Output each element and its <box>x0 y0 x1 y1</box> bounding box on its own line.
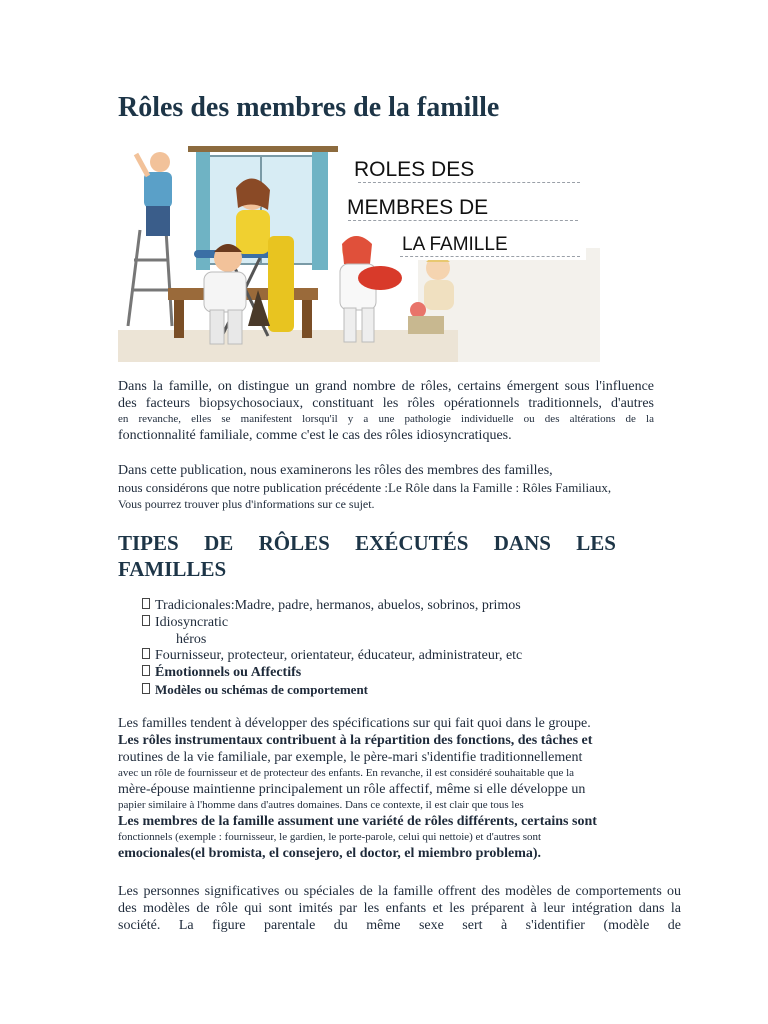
list-item-text: Modèles ou schémas de comportement <box>155 681 369 697</box>
publication-paragraph <box>118 462 654 513</box>
list-item-text: Émotionnels ou Affectifs <box>155 665 302 681</box>
section-heading-line: TIPES DE RÔLES EXÉCUTÉS DANS LES <box>118 531 616 555</box>
models-line: société. La figure parentale du même sexe sert à s'identifier (modèle de <box>118 918 681 933</box>
intro-line: des facteurs biopsychosociaux, constituant les rôles opérationnels traditionnels, d'autres <box>118 396 654 411</box>
publication-line: Vous pourrez trouver plus d'informations sur ce sujet. <box>118 497 375 511</box>
intro-line: en revanche, elles se manifestent lorsqu'il y a une pathologie individuelle ou des altérations de la <box>118 413 654 425</box>
hero-caption-line-1: ROLES DES <box>354 158 475 181</box>
section-heading <box>118 530 616 582</box>
roles-paragraph <box>118 715 654 862</box>
hero-caption-line-2: MEMBRES DE <box>347 196 489 219</box>
list-item <box>142 598 522 615</box>
roles-line: routines de la vie familiale, par exemple, le père-mari s'identifie traditionnellement <box>118 750 583 765</box>
list-item <box>142 615 522 632</box>
bullet-box-icon <box>142 648 150 659</box>
roles-line: Les membres de la famille assument une variété de rôles différents, certains sont <box>118 814 597 829</box>
list-item <box>142 665 522 682</box>
publication-text: nous considérons que notre publication précédente : <box>118 480 389 495</box>
publication-line <box>118 479 654 496</box>
hero-caption-line-3: LA FAMILLE <box>402 234 508 255</box>
section-heading-line: FAMILLES <box>118 557 227 581</box>
list-item-sub: héros <box>176 631 207 647</box>
hero-illustration <box>118 140 600 362</box>
list-item-text: Tradicionales:Madre, padre, hermanos, abuelos, sobrinos, primos <box>155 598 521 613</box>
role-types-list <box>142 598 522 699</box>
list-item-text: Idiosyncratic <box>155 614 229 630</box>
roles-line: avec un rôle de fournisseur et de protecteur des enfants. En revanche, il est considéré souhaitable que la <box>118 767 575 779</box>
previous-publication-link[interactable]: Le Rôle dans la Famille : Rôles Familiaux, <box>388 480 612 495</box>
roles-line: mère-épouse maintienne principalement un rôle affectif, même si elle développe un <box>118 782 586 797</box>
roles-line: Les familles tendent à développer des spécifications sur qui fait quoi dans le groupe. <box>118 716 591 731</box>
models-paragraph <box>118 883 681 934</box>
models-line: Les personnes significatives ou spéciales de la famille offrent des modèles de comportements ou <box>118 884 681 899</box>
models-line: des modèles de rôle qui sont imités par les enfants et les préparent à leur intégration dans la <box>118 901 681 916</box>
intro-line: fonctionnalité familiale, comme c'est le cas des rôles idiosyncratiques. <box>118 428 512 443</box>
bullet-box-icon <box>142 598 150 609</box>
list-item-text: Fournisseur, protecteur, orientateur, éducateur, administrateur, etc <box>155 648 523 664</box>
roles-line: fonctionnels (exemple : fournisseur, le gardien, le porte-parole, celui qui nettoie) et d'autres sont <box>118 831 542 843</box>
roles-line: papier similaire à l'homme dans d'autres domaines. Dans ce contexte, il est clair que tous les <box>118 799 524 811</box>
publication-line: Dans cette publication, nous examinerons les rôles des membres des familles, <box>118 463 553 478</box>
list-item <box>142 648 522 665</box>
intro-paragraph <box>118 378 654 444</box>
list-item <box>142 682 522 699</box>
bullet-box-icon <box>142 615 150 626</box>
bullet-box-icon <box>142 665 150 676</box>
roles-line: Les rôles instrumentaux contribuent à la répartition des fonctions, des tâches et <box>118 733 593 748</box>
intro-line: Dans la famille, on distingue un grand nombre de rôles, certains émergent sous l'influence <box>118 379 654 394</box>
page-title: Rôles des membres de la famille <box>118 92 500 123</box>
bullet-box-icon <box>142 683 150 694</box>
roles-line: emocionales(el bromista, el consejero, el doctor, el miembro problema). <box>118 846 542 861</box>
